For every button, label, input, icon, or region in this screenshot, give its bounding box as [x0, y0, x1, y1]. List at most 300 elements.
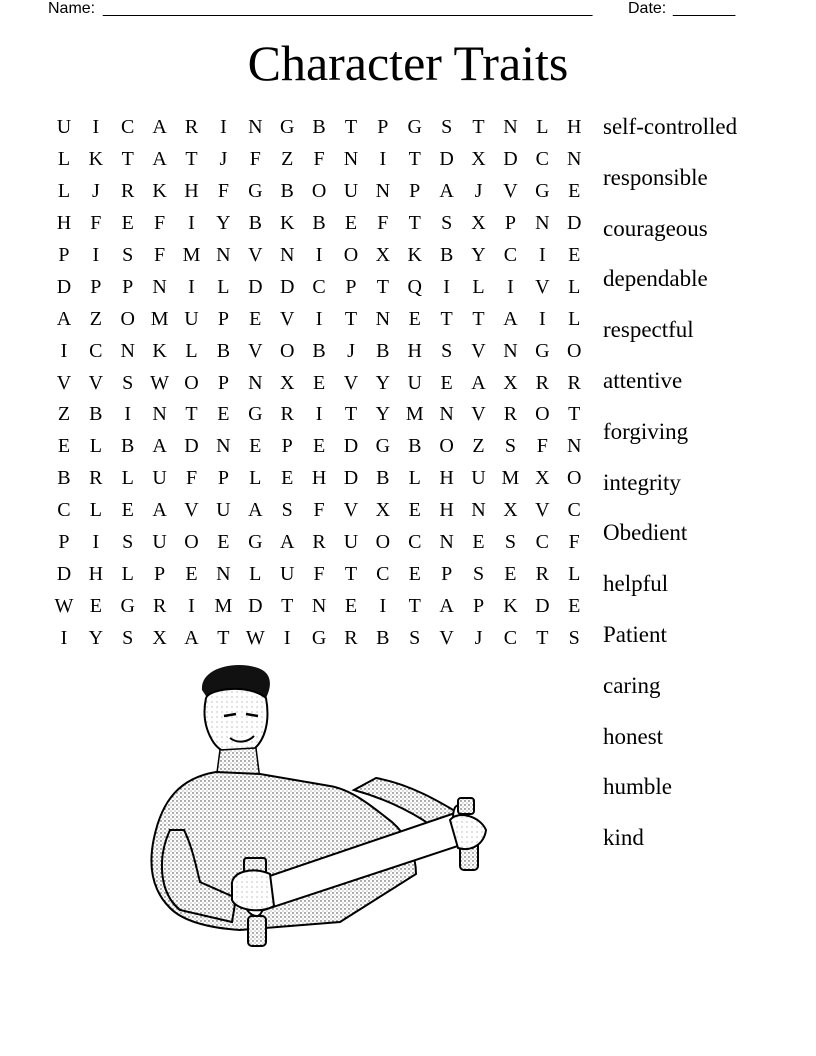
grid-letter: P [122, 275, 134, 298]
grid-letter: L [121, 562, 134, 585]
grid-letter: X [471, 212, 486, 235]
grid-letter: P [377, 116, 389, 139]
grid-letter: O [279, 339, 295, 362]
grid-letter: F [536, 435, 548, 458]
grid-letter: R [535, 562, 549, 585]
grid-letter: E [344, 594, 358, 617]
grid-letter: P [409, 180, 421, 203]
grid-letter: U [343, 180, 359, 203]
grid-letter: E [249, 435, 262, 458]
grid-letter: H [88, 562, 104, 585]
grid-letter: C [121, 116, 135, 139]
grid-letter: T [408, 148, 421, 171]
grid-letter: L [408, 467, 421, 490]
grid-letter: A [503, 307, 518, 330]
grid-letter: U [216, 499, 231, 522]
grid-letter: A [56, 307, 72, 330]
grid-letter: W [245, 626, 265, 649]
grid-letter: S [441, 212, 453, 235]
grid-letter: U [407, 371, 422, 394]
grid-letter: C [57, 499, 71, 522]
grid-letter: T [408, 594, 421, 617]
grid-letter: S [122, 371, 134, 394]
grid-letter: U [471, 467, 486, 490]
grid-letter: C [535, 148, 549, 171]
grid-letter: E [312, 435, 326, 458]
grid-letter: M [501, 467, 520, 490]
grid-letter: P [217, 467, 229, 490]
word-list-item: self-controlled [603, 114, 738, 139]
grid-letter: D [248, 275, 263, 298]
grid-letter: H [311, 467, 327, 490]
grid-letter: Y [471, 244, 486, 266]
grid-letter: A [152, 499, 167, 522]
grid-letter: I [315, 307, 323, 330]
grid-letter: C [312, 275, 326, 298]
grid-letter: I [124, 403, 132, 426]
grid-letter: S [122, 626, 134, 649]
grid-letter: N [343, 148, 359, 171]
grid-letter: E [249, 307, 262, 330]
grid-letter: H [566, 116, 582, 139]
grid-letter: F [217, 180, 229, 203]
grid-letter: G [535, 339, 550, 362]
grid-letter: B [312, 212, 326, 235]
grid-letter: S [441, 116, 453, 139]
grid-letter: S [504, 531, 516, 554]
grid-letter: D [56, 562, 72, 585]
grid-letter: A [152, 435, 167, 458]
grid-letter: J [347, 339, 355, 362]
grid-letter: N [375, 307, 391, 330]
grid-letter: I [92, 531, 100, 554]
grid-letter: V [471, 403, 486, 426]
grid-letter: Z [472, 435, 485, 458]
grid-letter: N [439, 403, 454, 426]
grid-letter: O [311, 180, 327, 203]
grid-letter: K [152, 339, 167, 362]
grid-letter: L [57, 180, 71, 203]
grid-letter: B [216, 339, 231, 362]
grid-letter: L [89, 435, 102, 458]
grid-letter: B [376, 467, 390, 490]
grid-letter: O [566, 339, 582, 362]
grid-letter: I [538, 307, 546, 330]
grid-letter: B [89, 403, 103, 426]
grid-letter: U [152, 467, 167, 490]
grid-letter: B [121, 435, 135, 458]
grid-letter: U [152, 531, 167, 554]
grid-letter: D [56, 275, 72, 298]
grid-letter: D [184, 435, 199, 458]
name-label: Name: [48, 0, 100, 17]
grid-letter: G [248, 531, 263, 554]
grid-letter: I [538, 244, 546, 266]
grid-letter: F [313, 148, 325, 171]
grid-letter: P [58, 531, 70, 554]
grid-letter: N [216, 244, 231, 266]
grid-letter: C [567, 499, 581, 522]
grid-letter: L [121, 467, 134, 490]
grid-letter: F [90, 212, 102, 235]
grid-letter: P [281, 435, 293, 458]
word-list-item: integrity [603, 469, 681, 495]
grid-letter: G [248, 403, 263, 426]
grid-letter: V [184, 499, 199, 522]
grid-letter: N [439, 531, 454, 554]
grid-letter: A [279, 531, 295, 554]
grid-letter: V [535, 499, 550, 522]
grid-letter: K [407, 244, 422, 266]
grid-letter: L [249, 562, 262, 585]
grid-letter: E [440, 371, 453, 394]
grid-letter: E [344, 212, 358, 235]
grid-letter: G [535, 180, 550, 203]
grid-letter: I [220, 116, 227, 139]
grid-letter: G [279, 116, 295, 139]
grid-letter: V [471, 339, 486, 362]
grid-letter: V [248, 244, 263, 266]
grid-letter: A [248, 499, 263, 522]
grid-letter: O [439, 435, 454, 458]
word-list-item: humble [603, 774, 672, 800]
grid-letter: T [344, 307, 358, 330]
grid-letter: P [217, 307, 229, 330]
grid-letter: O [566, 467, 582, 490]
grid-letter: X [279, 371, 295, 394]
grid-letter: A [152, 148, 167, 171]
grid-letter: R [184, 116, 199, 139]
word-list-item: forgiving [603, 418, 689, 444]
grid-letter: O [120, 307, 135, 330]
grid-letter: F [185, 467, 198, 490]
grid-letter: H [56, 212, 72, 235]
grid-letter: F [249, 148, 261, 171]
grid-letter: I [92, 244, 100, 266]
grid-letter: F [154, 244, 166, 266]
grid-letter: B [439, 244, 454, 266]
grid-letter: D [535, 594, 550, 617]
grid-letter: D [343, 435, 359, 458]
grid-letter: L [568, 275, 581, 298]
grid-letter: E [408, 562, 421, 585]
grid-letter: U [279, 562, 295, 585]
grid-letter: S [504, 435, 516, 458]
grid-letter: N [216, 435, 231, 458]
grid-letter: Y [216, 212, 231, 235]
grid-letter: V [343, 499, 359, 522]
grid-letter: O [343, 244, 359, 266]
grid-letter: Z [281, 148, 294, 171]
grid-letter: F [313, 562, 325, 585]
grid-letter: Q [407, 275, 422, 298]
grid-letter: I [188, 275, 195, 298]
grid-letter: T [344, 116, 358, 139]
grid-letter: F [377, 212, 389, 235]
grid-letter: I [188, 594, 195, 617]
grid-letter: B [312, 116, 326, 139]
grid-letter: T [217, 626, 230, 649]
grid-letter: G [248, 180, 263, 203]
grid-letter: R [567, 371, 581, 394]
grid-letter: K [152, 180, 167, 203]
grid-letter: N [535, 212, 550, 235]
letter-grid [48, 112, 590, 654]
grid-letter: X [535, 467, 550, 490]
grid-letter: V [503, 180, 518, 203]
grid-letter: T [185, 148, 198, 171]
grid-letter: U [56, 116, 72, 139]
grid-letter: W [150, 371, 170, 394]
grid-letter: L [568, 307, 581, 330]
grid-letter: L [568, 562, 581, 585]
grid-letter: I [507, 275, 514, 298]
grid-letter: I [315, 244, 323, 266]
grid-letter: H [439, 467, 454, 490]
grid-letter: E [121, 499, 134, 522]
grid-letter: B [312, 339, 326, 362]
grid-letter: D [566, 212, 582, 235]
grid-letter: X [375, 499, 391, 522]
grid-letter: V [56, 371, 72, 394]
grid-letter: S [409, 626, 421, 649]
grid-letter: B [408, 435, 422, 458]
grid-letter: E [121, 212, 134, 235]
word-list-item: caring [603, 672, 661, 698]
grid-letter: M [405, 403, 424, 426]
grid-letter: L [57, 148, 71, 171]
grid-letter: J [474, 180, 483, 203]
grid-letter: E [217, 531, 230, 554]
grid-letter: X [503, 371, 518, 394]
grid-letter: N [216, 562, 231, 585]
grid-letter: E [217, 403, 230, 426]
word-list-item: responsible [603, 164, 708, 190]
grid-letter: N [503, 116, 518, 139]
grid-letter: B [57, 467, 71, 490]
grid-letter: E [312, 371, 326, 394]
grid-letter: I [379, 594, 387, 617]
date-label: Date: [628, 0, 671, 17]
grid-letter: S [441, 339, 453, 362]
grid-letter: S [122, 531, 134, 554]
grid-letter: R [280, 403, 294, 426]
grid-letter: Y [375, 371, 391, 394]
grid-letter: Z [89, 307, 102, 330]
grid-letter: R [344, 626, 358, 649]
grid-letter: V [535, 275, 550, 298]
grid-letter: V [439, 626, 454, 649]
grid-letter: A [184, 626, 199, 649]
grid-letter: B [248, 212, 262, 235]
grid-letter: T [344, 403, 358, 426]
grid-letter: E [568, 594, 581, 617]
grid-letter: I [92, 116, 100, 139]
grid-letter: N [566, 148, 582, 171]
grid-letter: C [89, 339, 103, 362]
grid-letter: T [121, 148, 134, 171]
grid-letter: C [408, 531, 422, 554]
grid-letter: C [535, 531, 549, 554]
grid-letter: E [504, 562, 517, 585]
grid-letter: A [152, 116, 167, 139]
grid-letter: K [503, 594, 518, 617]
grid-letter: N [279, 244, 295, 266]
grid-letter: P [504, 212, 516, 235]
word-list-item: honest [603, 723, 664, 749]
grid-letter: L [472, 275, 485, 298]
grid-letter: X [152, 626, 167, 649]
grid-letter: V [88, 371, 104, 394]
grid-letter: F [154, 212, 166, 235]
grid-letter: I [283, 626, 291, 649]
word-list [603, 110, 737, 872]
grid-letter: E [57, 435, 71, 458]
word-list-item: Obedient [603, 520, 688, 546]
grid-letter: D [279, 275, 295, 298]
grid-letter: V [343, 371, 359, 394]
grid-letter: W [54, 594, 74, 617]
grid-letter: R [535, 371, 549, 394]
grid-letter: L [89, 499, 102, 522]
grid-letter: M [182, 244, 201, 266]
grid-letter: T [440, 307, 453, 330]
grid-letter: E [408, 307, 421, 330]
grid-letter: G [311, 626, 327, 649]
grid-letter: N [152, 403, 167, 426]
grid-letter: N [566, 435, 582, 458]
grid-letter: S [281, 499, 293, 522]
grid-letter: S [568, 626, 580, 649]
grid-letter: N [311, 594, 327, 617]
grid-letter: R [89, 467, 103, 490]
grid-letter: D [343, 467, 359, 490]
grid-letter: R [312, 531, 326, 554]
grid-letter: M [214, 594, 233, 617]
grid-letter: D [503, 148, 518, 171]
grid-letter: O [375, 531, 391, 554]
grid-letter: X [471, 148, 486, 171]
grid-letter: I [60, 626, 68, 649]
grid-letter: T [281, 594, 294, 617]
grid-letter: N [503, 339, 518, 362]
grid-letter: E [568, 180, 581, 203]
grid-letter: A [439, 180, 454, 203]
grid-letter: F [313, 499, 325, 522]
grid-letter: O [535, 403, 550, 426]
word-list-item: dependable [603, 266, 708, 292]
word-list-item: kind [603, 825, 644, 851]
grid-letter: O [184, 531, 199, 554]
grid-letter: J [474, 626, 483, 649]
grid-letter: U [184, 307, 199, 330]
grid-letter: T [568, 403, 581, 426]
grid-letter: U [343, 531, 359, 554]
grid-letter: P [217, 371, 229, 394]
grid-letter: K [279, 212, 295, 235]
grid-letter: T [408, 212, 421, 235]
header [48, 0, 748, 20]
grid-letter: G [407, 116, 422, 139]
grid-letter: R [503, 403, 518, 426]
grid-letter: F [568, 531, 580, 554]
word-list-item: helpful [603, 571, 669, 597]
grid-letter: H [439, 499, 454, 522]
grid-letter: L [185, 339, 198, 362]
word-list-item: Patient [603, 621, 667, 647]
grid-letter: I [315, 403, 323, 426]
word-list-item: attentive [603, 367, 683, 393]
grid-letter: S [472, 562, 485, 585]
grid-letter: O [184, 371, 199, 394]
name-line[interactable]: _______________________________________________________ [103, 0, 593, 17]
grid-letter: C [376, 562, 390, 585]
grid-letter: E [89, 594, 102, 617]
grid-letter: C [503, 626, 518, 649]
grid-letter: T [344, 562, 358, 585]
grid-letter: V [248, 339, 263, 362]
grid-letter: J [91, 180, 100, 203]
date-line[interactable]: _______ [673, 0, 736, 17]
grid-letter: P [58, 244, 70, 266]
grid-letter: N [120, 339, 135, 362]
grid-letter: B [376, 626, 390, 649]
grid-letter: R [152, 594, 167, 617]
grid-letter: G [120, 594, 135, 617]
grid-letter: I [188, 212, 195, 235]
page-title: Character Traits [247, 35, 569, 91]
grid-letter: E [281, 467, 294, 490]
grid-letter: V [279, 307, 295, 330]
grid-letter: N [248, 371, 263, 394]
grid-letter: Z [57, 403, 71, 426]
grid-letter: B [280, 180, 294, 203]
grid-letter: E [408, 499, 421, 522]
grid-letter: I [60, 339, 68, 362]
grid-letter: E [472, 531, 485, 554]
grid-letter: K [88, 148, 104, 171]
grid-letter: A [439, 594, 454, 617]
grid-letter: C [503, 244, 518, 266]
grid-letter: L [217, 275, 230, 298]
grid-letter: D [439, 148, 454, 171]
grid-letter: Y [375, 403, 391, 426]
grid-letter: N [375, 180, 391, 203]
grid-letter: L [536, 116, 549, 139]
word-list-item: respectful [603, 317, 694, 343]
grid-letter: T [536, 626, 549, 649]
grid-letter: T [376, 275, 389, 298]
grid-letter: N [248, 116, 263, 139]
grid-letter: H [184, 180, 199, 203]
grid-letter: L [249, 467, 262, 490]
grid-letter: T [472, 307, 485, 330]
grid-letter: T [185, 403, 198, 426]
grid-letter: R [121, 180, 135, 203]
grid-letter: P [345, 275, 357, 298]
grid-letter: E [568, 244, 581, 266]
grid-letter: P [441, 562, 453, 585]
grid-letter: X [375, 244, 391, 266]
grid-letter: P [90, 275, 102, 298]
grid-letter: I [443, 275, 450, 298]
grid-letter: P [154, 562, 166, 585]
strongman-holding-banner-icon [140, 660, 500, 960]
grid-letter: E [185, 562, 198, 585]
grid-letter: S [122, 244, 134, 266]
grid-letter: N [471, 499, 486, 522]
grid-letter: A [471, 371, 486, 394]
